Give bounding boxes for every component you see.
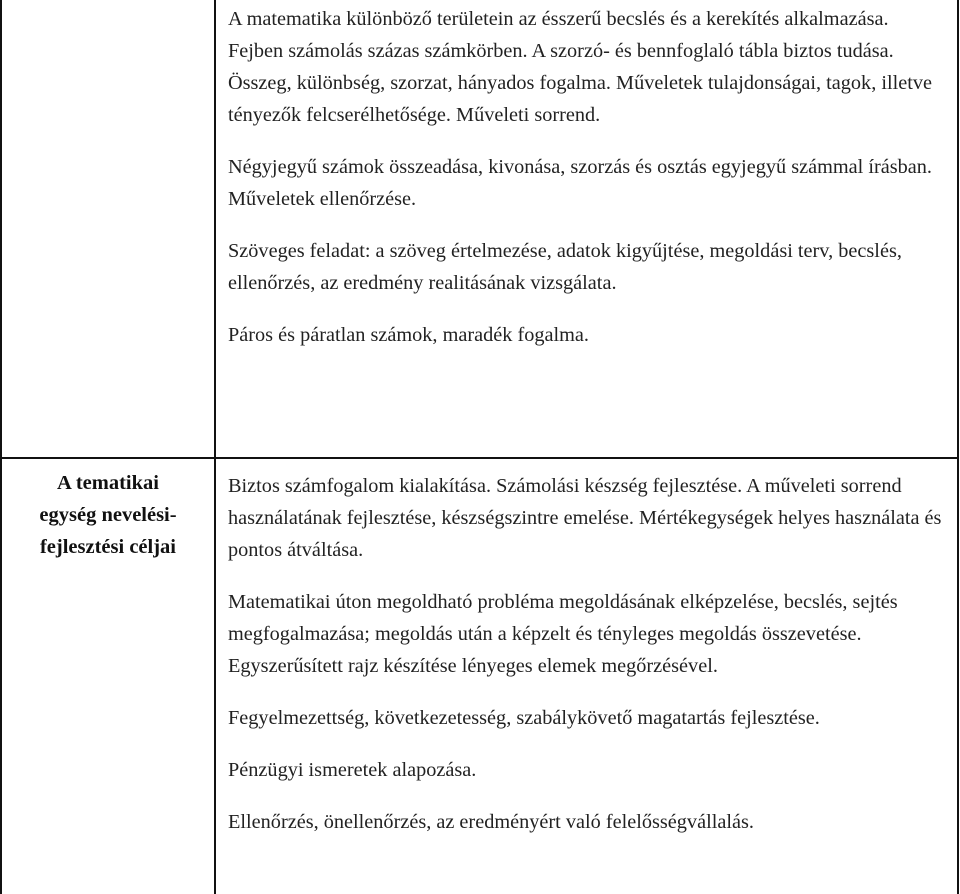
row1-content-cell — [228, 3, 943, 351]
row2-paragraph-2: Matematikai úton megoldható probléma megoldásának elképzelése, becslés, sejtés megfogalmazása; megoldás után a képzelt és tényleges megoldás összevetése. Egyszerűsített rajz készítése lényeges elemek megőrzésével. — [228, 591, 898, 677]
row2-paragraph-5: Ellenőrzés, önellenőrzés, az eredményért való felelősségvállalás. — [228, 811, 754, 833]
row1-paragraph-3: Szöveges feladat: a szöveg értelmezése, adatok kigyűjtése, megoldási terv, becslés, ellenőrzés, az eredmény realitásának vizsgálata. — [228, 240, 902, 294]
row2-content-cell — [228, 470, 943, 838]
row2-paragraph-1: Biztos számfogalom kialakítása. Számolási készség fejlesztése. A műveleti sorrend használatának fejlesztése, készségszintre emelése. Mértékegységek helyes használata és pontos átváltása. — [228, 475, 942, 561]
row2-paragraph-3: Fegyelmezettség, következetesség, szabálykövető magatartás fejlesztése. — [228, 707, 820, 729]
row2-label-cell — [0, 467, 216, 563]
label-line-3: fejlesztési céljai — [39, 536, 176, 558]
table-column-divider — [214, 0, 216, 894]
table-right-border — [957, 0, 959, 894]
row2-paragraph-4: Pénzügyi ismeretek alapozása. — [228, 759, 477, 781]
label-line-2: egység nevelési- — [39, 504, 177, 526]
row1-paragraph-1: A matematika különböző területein az ésszerű becslés és a kerekítés alkalmazása. Fejben számolás százas számkörben. A szorzó- és bennfoglaló tábla biztos tudása. Összeg, különbség, szorzat, hányados fogalma. Műveletek tulajdonságai, tagok, illetve tényezők felcserélhetősége. Műveleti sorrend. — [228, 8, 933, 126]
row1-paragraph-4: Páros és páratlan számok, maradék fogalma. — [228, 324, 589, 346]
table-left-border — [0, 0, 2, 894]
table-row-divider — [0, 457, 959, 459]
label-line-1: A tematikai — [57, 472, 159, 494]
row1-paragraph-2: Négyjegyű számok összeadása, kivonása, szorzás és osztás egyjegyű számmal írásban. Műveletek ellenőrzése. — [228, 156, 932, 210]
